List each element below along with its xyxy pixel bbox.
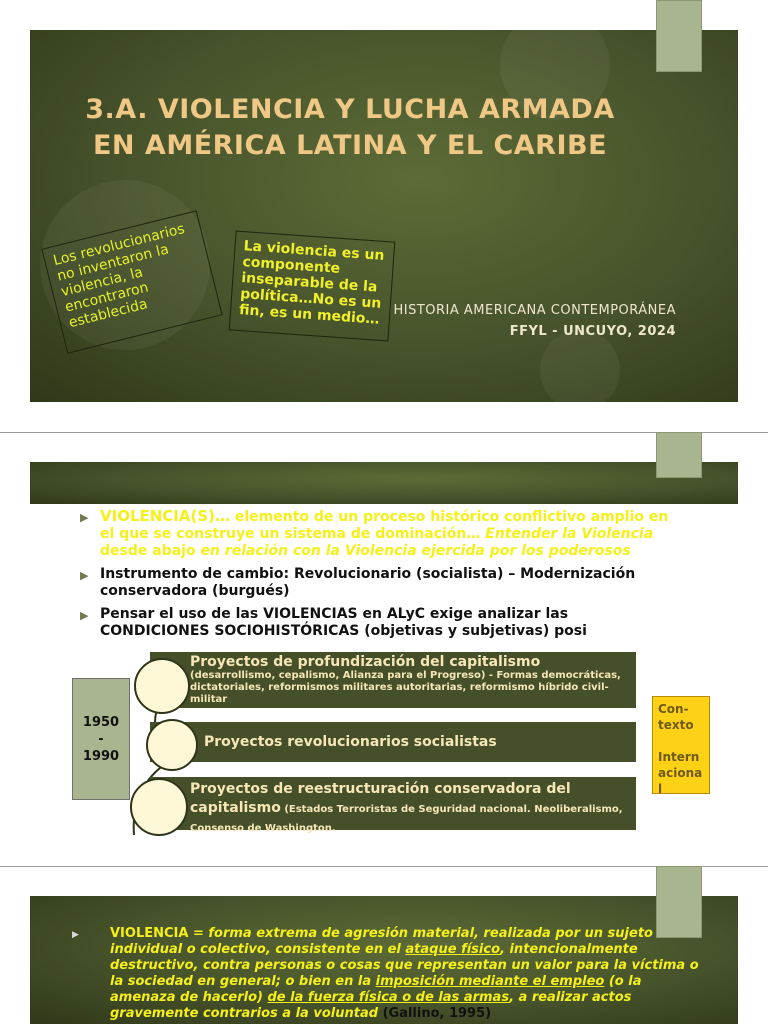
bullet-text: Instrumento de cambio: Revolucionario (socialista) – Modernización conservadora (burgués): [100, 566, 636, 599]
definition-text: forma extrema de agresión material, realizada por un sujeto individual o colectivo, consistente en el: [110, 926, 653, 957]
definition-text-underlined: imposición mediante el empleo: [375, 974, 605, 989]
quote-box-left: Los revolucionarios no inventaron la violencia, la encontraron establecida: [41, 210, 222, 353]
bullet-arrow-icon: ▶: [72, 930, 79, 940]
diagram-node-2: [146, 719, 198, 771]
slide-1-tab: [656, 0, 702, 72]
bar-subtitle: (Estados Terroristas de Seguridad nacional. Neoliberalismo, Consenso de Washington.: [190, 804, 623, 834]
slide-3-definition: [72, 926, 704, 1028]
slide-1-subtitle: [393, 300, 676, 342]
definition-text: , a realizar actos gravemente contrarios a la voluntad: [110, 990, 632, 1021]
period-label: 1950 - 1990: [82, 714, 120, 764]
definition-text: (o la amenaza de hacerlo): [110, 974, 642, 1005]
bar-subtitle: (desarrollismo, cepalismo, Alianza para el Progreso) - Formas democráticas, dictatoriales, reformismos militares autoritarias, reformismo híbrido civil-militar: [190, 670, 621, 705]
context-box: [652, 696, 710, 794]
project-bar-revolutionary: [150, 722, 636, 762]
project-bar-conservative: [150, 777, 636, 834]
bullet-text-italic: Entender la Violencia: [485, 526, 654, 542]
bar-title: Proyectos de profundización del capitalismo: [190, 654, 541, 670]
project-bar-capitalism: [150, 652, 636, 708]
definition-paragraph: [72, 926, 704, 1022]
diagram-node-1: [134, 658, 190, 714]
slide-1-title: 3.A. VIOLENCIA Y LUCHA ARMADA EN AMÉRICA LATINA Y EL CARIBE: [85, 94, 615, 161]
bar-title: Proyectos de reestructuración conservadora del capitalismo: [190, 781, 571, 816]
bullet-arrow-icon: ▶: [80, 609, 89, 622]
slide-2-bullets: [78, 508, 678, 646]
bullet-arrow-icon: ▶: [80, 569, 89, 582]
bullet-condiciones: [78, 606, 678, 640]
definition-text-underlined: de la fuerza física o de las armas: [267, 990, 510, 1005]
diagram-node-3: [130, 778, 188, 836]
context-label: Con- texto Intern aciona l: [658, 702, 703, 796]
bullet-instrumento: [78, 566, 678, 600]
bullet-text: desde abajo: [100, 543, 201, 559]
definition-term: VIOLENCIA =: [110, 926, 209, 941]
subtitle-institution: FFYL - UNCUYO, 2024: [509, 324, 676, 339]
slide-1: [30, 30, 738, 402]
bullet-text-italic: en relación con la Violencia ejercida por los poderosos: [200, 543, 631, 559]
bullet-arrow-icon: ▶: [80, 511, 89, 524]
slide-divider: [0, 866, 768, 867]
bar-title: Proyectos revolucionarios socialistas: [204, 734, 497, 750]
slide-2-tab: [656, 432, 702, 478]
subtitle-course: HISTORIA AMERICANA CONTEMPORÁNEA: [393, 303, 676, 318]
definition-text-underlined: ataque físico: [405, 942, 501, 957]
period-box: [72, 678, 130, 800]
slide-divider: [0, 432, 768, 433]
definition-text: , intencionalmente destructivo, contra personas o cosas que representan un valor para la víctima o la sociedad en general; o bien en la: [110, 942, 699, 989]
bullet-term: VIOLENCIA(S)…: [100, 507, 231, 525]
definition-citation: (Gallino, 1995): [382, 1006, 492, 1021]
bullet-text: elemento de un proceso histórico conflictivo amplio en el que se construye un sistema de dominación…: [100, 509, 669, 542]
quote-box-right: La violencia es un componente inseparable de la política…No es un fin, es un medio…: [229, 231, 396, 342]
bullet-violencias: [78, 508, 678, 560]
slide-2-header: [30, 462, 738, 504]
bullet-text: Pensar el uso de las VIOLENCIAS en ALyC exige analizar las CONDICIONES SOCIOHISTÓRICAS (objetivas y subjetivas) posi: [100, 606, 587, 639]
